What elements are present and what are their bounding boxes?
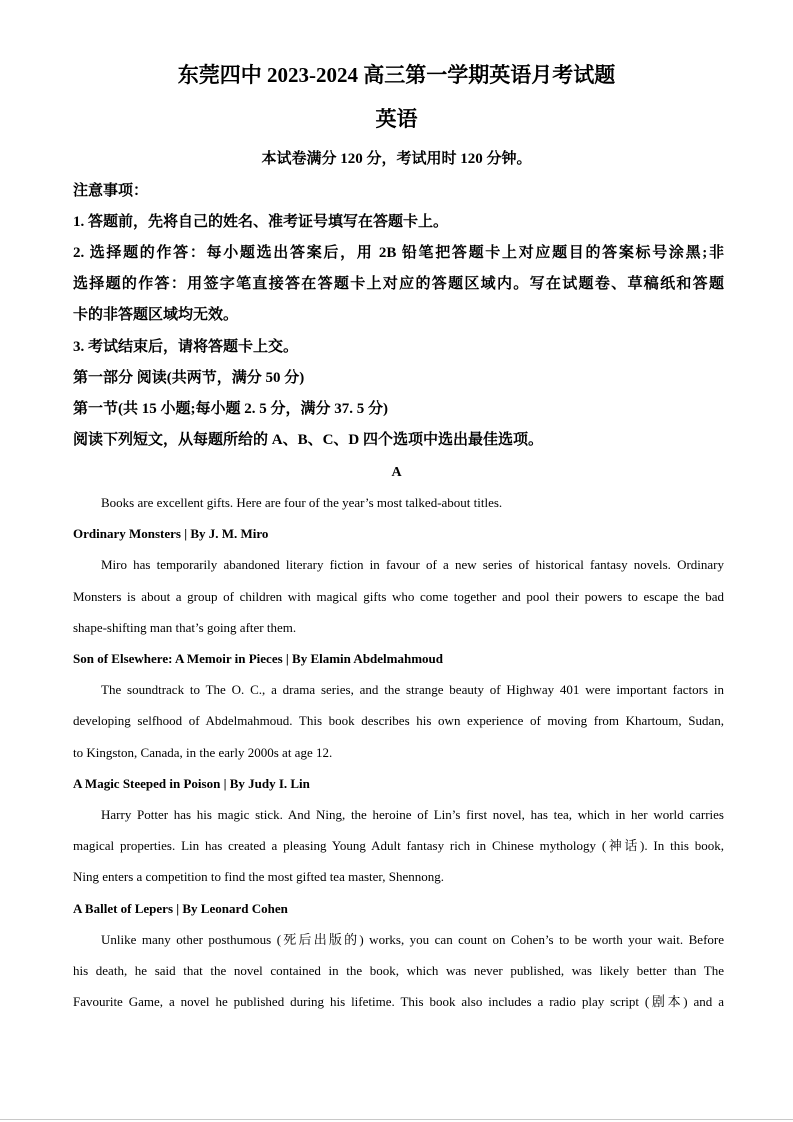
- exam-info: 本试卷满分 120 分，考试用时 120 分钟。: [261, 151, 532, 167]
- book-title-son-of-elsewhere: Son of Elsewhere: A Memoir in Pieces | By Elamin Abdelmahmoud: [73, 651, 444, 666]
- passage-label: A: [391, 465, 402, 480]
- book-2-text-line-2: developing selfhood of Abdelmahmoud. This book describes his own experience of moving from Khartoum, Sudan,: [73, 713, 724, 728]
- book-title-ballet-of-lepers: A Ballet of Lepers | By Leonard Cohen: [73, 901, 288, 916]
- note-item-2-line-3: 卡的非答题区域均无效。: [73, 307, 239, 323]
- book-3-text-line-2: magical properties. Lin has created a pleasing Young Adult fantasy rich in Chinese mythology (神话). In this book,: [73, 838, 724, 853]
- book-2-text-line-1: The soundtrack to The O. C., a drama series, and the strange beauty of Highway 401 were important factors in: [101, 682, 724, 697]
- note-item-3: 3. 考试结束后，请将答题卡上交。: [73, 339, 299, 355]
- book-2-text-line-3: to Kingston, Canada, in the early 2000s at age 12.: [73, 745, 333, 760]
- note-item-2-line-2: 选择题的作答：用签字笔直接答在答题卡上对应的答题区域内。写在试题卷、草稿纸和答题: [73, 276, 724, 292]
- book-1-text-line-3: shape-shifting man that’s going after them.: [73, 620, 297, 635]
- section-one-heading: 第一节(共 15 小题;每小题 2. 5 分，满分 37. 5 分): [73, 401, 388, 417]
- passage-intro: Books are excellent gifts. Here are four of the year’s most talked-about titles.: [101, 495, 503, 510]
- page-title: 东莞四中 2023-2024 高三第一学期英语月考试题: [177, 63, 616, 87]
- book-4-text-line-1: Unlike many other posthumous (死后出版的) works, you can count on Cohen’s to be worth your wait. Before: [101, 932, 724, 947]
- book-3-text-line-1: Harry Potter has his magic stick. And Ning, the heroine of Lin’s first novel, has tea, which in her world carries: [101, 807, 724, 822]
- book-1-text-line-2: Monsters is about a group of children with magical gifts who come together and pool their powers to escape the bad: [73, 589, 724, 604]
- book-3-text-line-3: Ning enters a competition to find the most gifted tea master, Shennong.: [73, 869, 444, 884]
- book-4-text-line-3: Favourite Game, a novel he published during his lifetime. This book also includes a radio play script (剧本) and a: [73, 994, 724, 1009]
- subject-heading: 英语: [375, 107, 418, 131]
- book-4-text-line-2: his death, he said that the novel contained in the book, which was never published, was likely better than The: [73, 963, 724, 978]
- book-title-ordinary-monsters: Ordinary Monsters | By J. M. Miro: [73, 526, 269, 541]
- notes-heading: 注意事项：: [73, 183, 149, 199]
- note-item-2-line-1: 2. 选择题的作答：每小题选出答案后，用 2B 铅笔把答题卡上对应题目的答案标号涂黑;非: [73, 245, 724, 261]
- reading-instruction: 阅读下列短文，从每题所给的 A、B、C、D 四个选项中选出最佳选项。: [73, 432, 544, 448]
- part-one-heading: 第一部分 阅读(共两节，满分 50 分): [73, 370, 305, 386]
- book-1-text-line-1: Miro has temporarily abandoned literary fiction in favour of a new series of historical fantasy novels. Ordinary: [101, 557, 724, 572]
- note-item-1: 1. 答题前，先将自己的姓名、准考证号填写在答题卡上。: [73, 214, 449, 230]
- page-bottom-rule: [0, 1119, 793, 1120]
- book-title-magic-steeped-in-poison: A Magic Steeped in Poison | By Judy I. Lin: [73, 776, 310, 791]
